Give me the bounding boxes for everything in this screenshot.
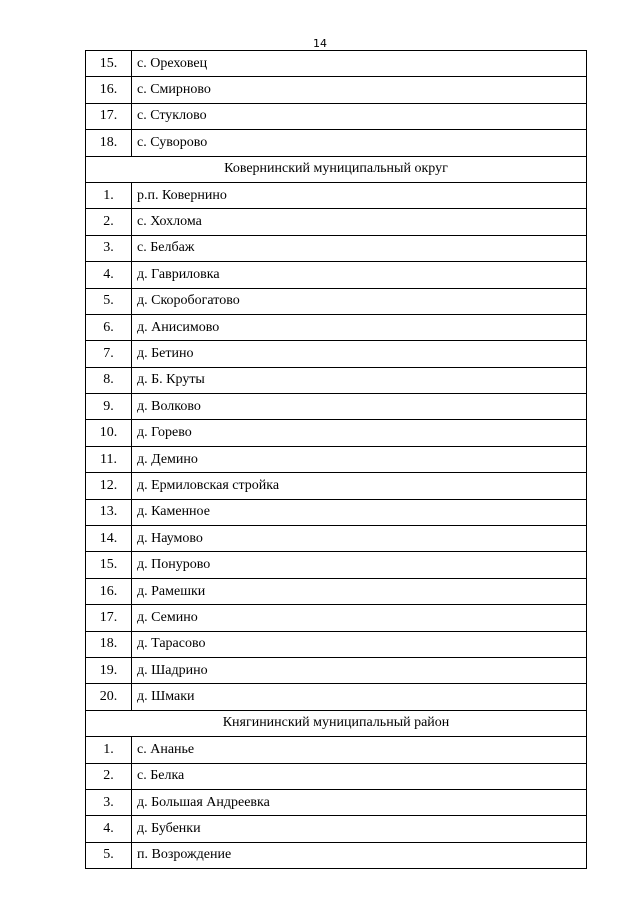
settlement-name: р.п. Ковернино xyxy=(132,182,587,208)
settlement-name: с. Белка xyxy=(132,763,587,789)
table-row xyxy=(86,499,587,525)
row-number: 1. xyxy=(86,182,132,208)
settlement-name: д. Семино xyxy=(132,605,587,631)
row-number: 1. xyxy=(86,737,132,763)
settlements-table xyxy=(85,50,587,869)
row-number: 7. xyxy=(86,341,132,367)
settlement-name: с. Хохлома xyxy=(132,209,587,235)
table-row xyxy=(86,737,587,763)
section-title: Ковернинский муниципальный округ xyxy=(86,156,587,182)
settlement-name: с. Стуклово xyxy=(132,103,587,129)
table-row xyxy=(86,552,587,578)
table-row xyxy=(86,341,587,367)
settlement-name: д. Рамешки xyxy=(132,578,587,604)
table-row xyxy=(86,789,587,815)
settlement-name: д. Каменное xyxy=(132,499,587,525)
row-number: 18. xyxy=(86,631,132,657)
row-number: 11. xyxy=(86,446,132,472)
settlement-name: д. Тарасово xyxy=(132,631,587,657)
settlement-name: д. Анисимово xyxy=(132,314,587,340)
table-row xyxy=(86,314,587,340)
section-title: Княгининский муниципальный район xyxy=(86,710,587,736)
settlement-name: д. Б. Круты xyxy=(132,367,587,393)
table-row xyxy=(86,657,587,683)
settlement-name: с. Смирново xyxy=(132,77,587,103)
table-row xyxy=(86,51,587,77)
row-number: 17. xyxy=(86,103,132,129)
settlements-table-body xyxy=(86,51,587,869)
table-row xyxy=(86,103,587,129)
settlement-name: д. Гавриловка xyxy=(132,262,587,288)
row-number: 16. xyxy=(86,578,132,604)
settlement-name: д. Понурово xyxy=(132,552,587,578)
row-number: 10. xyxy=(86,420,132,446)
settlement-name: д. Наумово xyxy=(132,526,587,552)
table-row xyxy=(86,578,587,604)
table-row xyxy=(86,288,587,314)
settlement-name: д. Шадрино xyxy=(132,657,587,683)
settlement-name: д. Бубенки xyxy=(132,816,587,842)
table-row xyxy=(86,209,587,235)
row-number: 5. xyxy=(86,842,132,868)
row-number: 20. xyxy=(86,684,132,710)
settlement-name: д. Демино xyxy=(132,446,587,472)
row-number: 13. xyxy=(86,499,132,525)
settlement-name: с. Ореховец xyxy=(132,51,587,77)
table-row xyxy=(86,631,587,657)
table-row xyxy=(86,235,587,261)
table-row xyxy=(86,684,587,710)
row-number: 8. xyxy=(86,367,132,393)
settlement-name: с. Суворово xyxy=(132,130,587,156)
row-number: 18. xyxy=(86,130,132,156)
table-row xyxy=(86,394,587,420)
table-row xyxy=(86,763,587,789)
row-number: 4. xyxy=(86,262,132,288)
table-row xyxy=(86,420,587,446)
table-row xyxy=(86,262,587,288)
table-row xyxy=(86,526,587,552)
settlement-name: п. Возрождение xyxy=(132,842,587,868)
settlement-name: д. Бетино xyxy=(132,341,587,367)
row-number: 5. xyxy=(86,288,132,314)
row-number: 14. xyxy=(86,526,132,552)
settlement-name: д. Волково xyxy=(132,394,587,420)
row-number: 12. xyxy=(86,473,132,499)
row-number: 15. xyxy=(86,552,132,578)
table-row xyxy=(86,182,587,208)
settlement-name: д. Горево xyxy=(132,420,587,446)
table-row xyxy=(86,842,587,868)
settlement-name: с. Ананье xyxy=(132,737,587,763)
row-number: 16. xyxy=(86,77,132,103)
row-number: 9. xyxy=(86,394,132,420)
section-header-row xyxy=(86,156,587,182)
row-number: 15. xyxy=(86,51,132,77)
row-number: 3. xyxy=(86,789,132,815)
table-row xyxy=(86,77,587,103)
page-number: 14 xyxy=(313,37,327,50)
row-number: 2. xyxy=(86,209,132,235)
row-number: 6. xyxy=(86,314,132,340)
table-row xyxy=(86,446,587,472)
table-row xyxy=(86,605,587,631)
settlement-name: д. Большая Андреевка xyxy=(132,789,587,815)
table-row xyxy=(86,130,587,156)
row-number: 17. xyxy=(86,605,132,631)
row-number: 19. xyxy=(86,657,132,683)
settlement-name: д. Шмаки xyxy=(132,684,587,710)
table-row xyxy=(86,473,587,499)
row-number: 3. xyxy=(86,235,132,261)
section-header-row xyxy=(86,710,587,736)
settlement-name: д. Ермиловская стройка xyxy=(132,473,587,499)
table-row xyxy=(86,816,587,842)
settlement-name: д. Скоробогатово xyxy=(132,288,587,314)
table-row xyxy=(86,367,587,393)
row-number: 4. xyxy=(86,816,132,842)
settlement-name: с. Белбаж xyxy=(132,235,587,261)
row-number: 2. xyxy=(86,763,132,789)
